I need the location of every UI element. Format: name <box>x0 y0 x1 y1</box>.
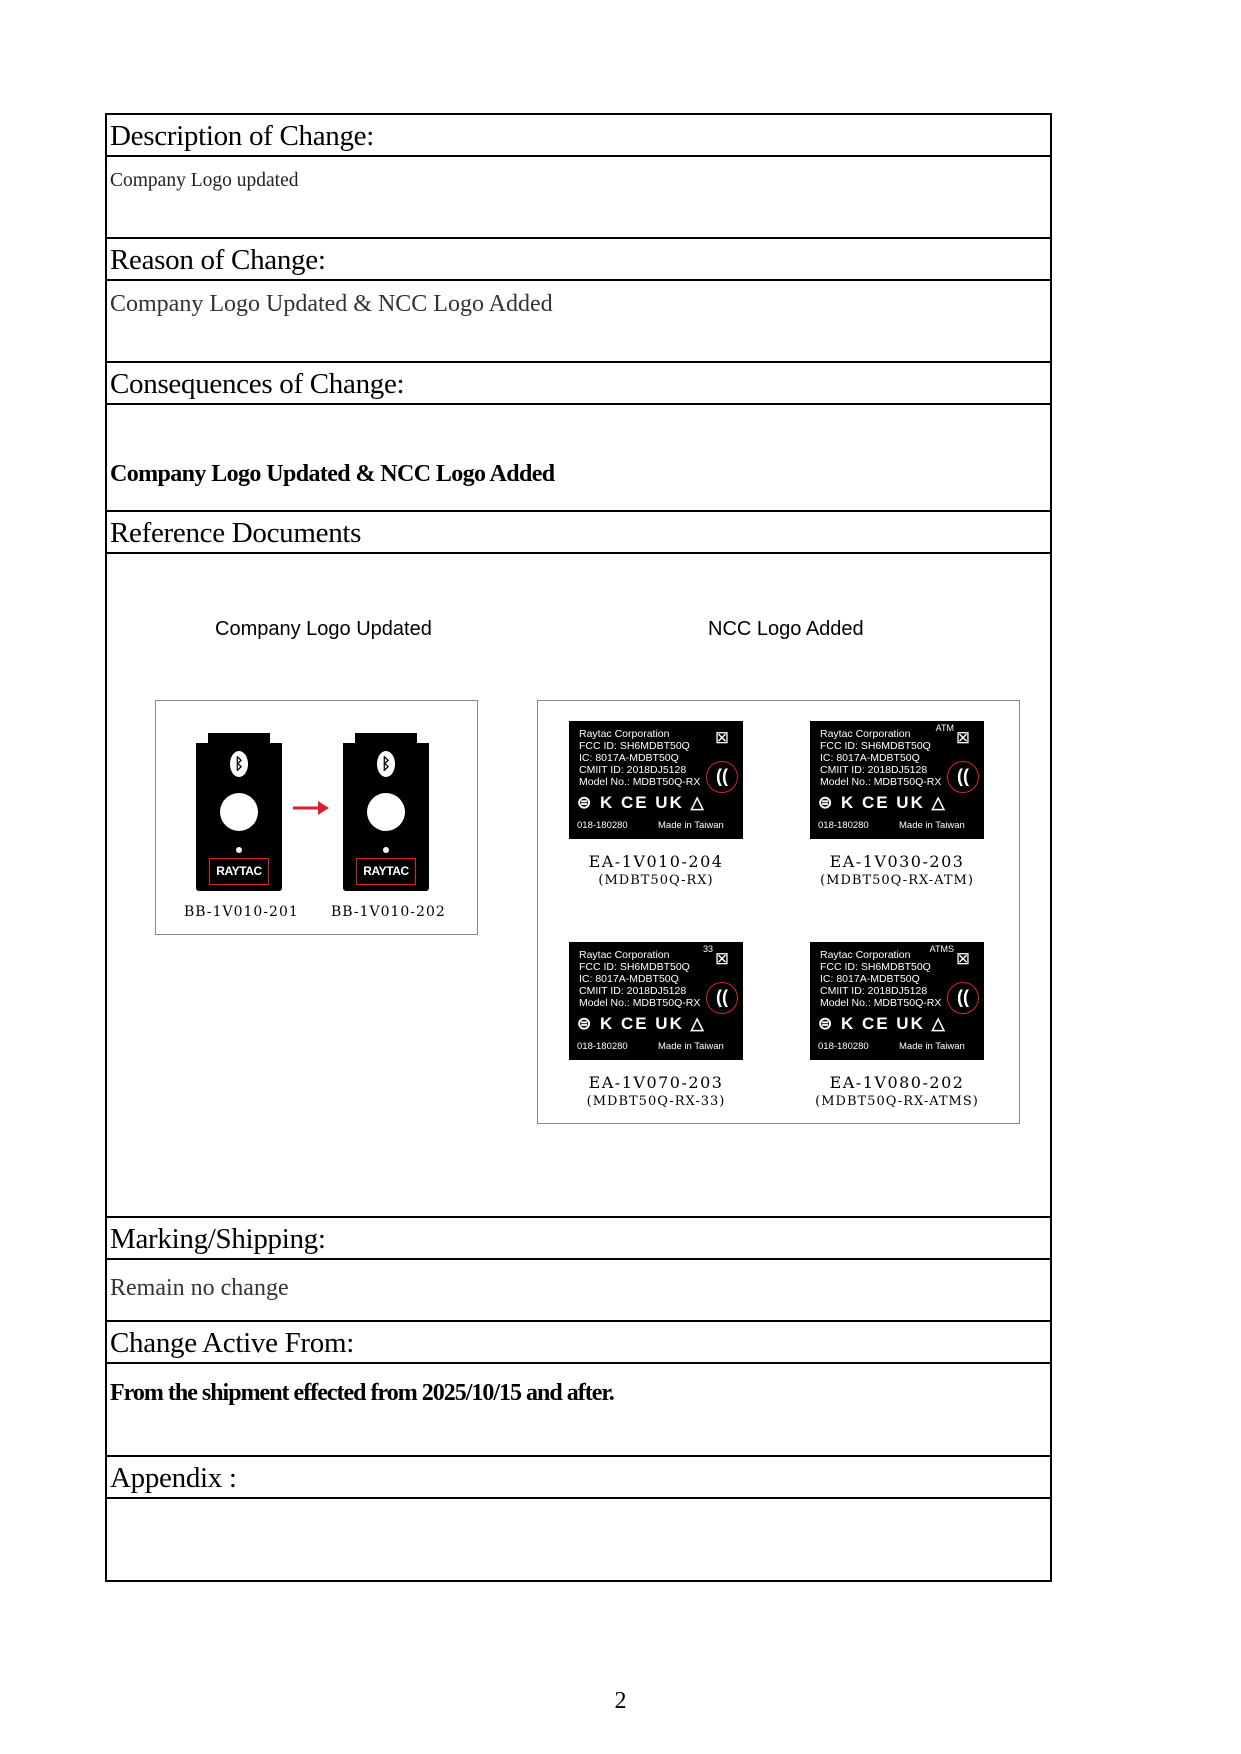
label-badge: ATM <box>935 723 954 733</box>
marking-heading: Marking/Shipping: <box>107 1218 1050 1260</box>
product-label: ATMS Raytac Corporation FCC ID: SH6MDBT50Q IC: 8017A-MDBT50Q CMIIT ID: 2018DJ5128 Model No.: MDBT50Q-RX ⊠ (( ⊜ K CE UK △ 018-180280 Made in Taiwan <box>810 942 984 1060</box>
weee-bin-icon: ⊠ <box>955 728 971 747</box>
weee-bin-icon: ⊠ <box>714 949 730 968</box>
description-heading: Description of Change: <box>107 115 1050 157</box>
bluetooth-icon: ᛒ <box>230 751 248 777</box>
weee-bin-icon: ⊠ <box>955 949 971 968</box>
label-model: (MDBT50Q-RX-33) <box>586 1094 726 1109</box>
ncc-logo-icon: (( <box>706 761 738 793</box>
weee-bin-icon: ⊠ <box>714 728 730 747</box>
module-dot <box>236 847 242 853</box>
raytac-logo-old: RAYTAC <box>209 858 269 885</box>
label-code: EA-1V010-204 <box>588 852 724 871</box>
module-code-old: BB-1V010-201 <box>184 904 299 920</box>
description-text: Company Logo updated <box>110 170 299 191</box>
reason-heading: Reason of Change: <box>107 239 1050 281</box>
arrow-right-icon <box>292 799 330 817</box>
ncc-logo-figure <box>537 700 1020 1124</box>
active-text: From the shipment effected from 2025/10/15 and after. <box>110 1380 614 1406</box>
ncc-logo-icon: (( <box>947 761 979 793</box>
active-heading: Change Active From: <box>107 1322 1050 1364</box>
company-logo-figure <box>155 700 478 935</box>
bluetooth-icon: ᛒ <box>377 751 395 777</box>
page-number: 2 <box>614 1688 627 1714</box>
product-label: ATM Raytac Corporation FCC ID: SH6MDBT50Q IC: 8017A-MDBT50Q CMIIT ID: 2018DJ5128 Model No.: MDBT50Q-RX ⊠ (( ⊜ K CE UK △ 018-180280 Made in Taiwan <box>810 721 984 839</box>
ncc-logo-icon: (( <box>947 982 979 1014</box>
label-badge: ATMS <box>929 944 954 954</box>
ncc-logo-icon: (( <box>706 982 738 1014</box>
reason-text: Company Logo Updated & NCC Logo Added <box>110 291 553 317</box>
certification-marks-icon: ⊜ K CE UK △ <box>818 793 947 812</box>
change-notice-form <box>105 113 1052 1582</box>
product-label: Raytac Corporation FCC ID: SH6MDBT50Q IC: 8017A-MDBT50Q CMIIT ID: 2018DJ5128 Model No.: MDBT50Q-RX ⊠ (( ⊜ K CE UK △ 018-180280 Made in Taiwan <box>569 721 743 839</box>
consequences-text: Company Logo Updated & NCC Logo Added <box>110 461 555 487</box>
product-label: 33 Raytac Corporation FCC ID: SH6MDBT50Q IC: 8017A-MDBT50Q CMIIT ID: 2018DJ5128 Model No.: MDBT50Q-RX ⊠ (( ⊜ K CE UK △ 018-180280 Made in Taiwan <box>569 942 743 1060</box>
description-body <box>107 157 1050 239</box>
label-badge: 33 <box>702 944 713 954</box>
appendix-heading: Appendix : <box>107 1457 1050 1499</box>
module-hole <box>367 793 405 831</box>
label-code: EA-1V080-202 <box>829 1073 965 1092</box>
reference-body <box>107 554 1050 1218</box>
reason-body <box>107 281 1050 363</box>
certification-marks-icon: ⊜ K CE UK △ <box>577 1014 706 1033</box>
label-code: EA-1V070-203 <box>588 1073 724 1092</box>
company-logo-caption: Company Logo Updated <box>215 618 432 640</box>
certification-marks-icon: ⊜ K CE UK △ <box>818 1014 947 1033</box>
label-model: (MDBT50Q-RX-ATMS) <box>815 1094 979 1109</box>
module-old <box>196 733 282 891</box>
consequences-heading: Consequences of Change: <box>107 363 1050 405</box>
marking-text: Remain no change <box>110 1275 289 1301</box>
label-model: (MDBT50Q-RX) <box>598 873 714 888</box>
appendix-body <box>107 1499 1050 1580</box>
label-code: EA-1V030-203 <box>829 852 965 871</box>
consequences-body <box>107 405 1050 512</box>
certification-marks-icon: ⊜ K CE UK △ <box>577 793 706 812</box>
reference-heading: Reference Documents <box>107 512 1050 554</box>
label-model: (MDBT50Q-RX-ATM) <box>820 873 974 888</box>
module-new <box>343 733 429 891</box>
module-code-new: BB-1V010-202 <box>331 904 446 920</box>
marking-body <box>107 1260 1050 1322</box>
ncc-logo-caption: NCC Logo Added <box>708 618 864 640</box>
module-dot <box>383 847 389 853</box>
module-hole <box>220 793 258 831</box>
raytac-logo-new: RAYTAC <box>356 858 416 885</box>
active-body <box>107 1364 1050 1457</box>
